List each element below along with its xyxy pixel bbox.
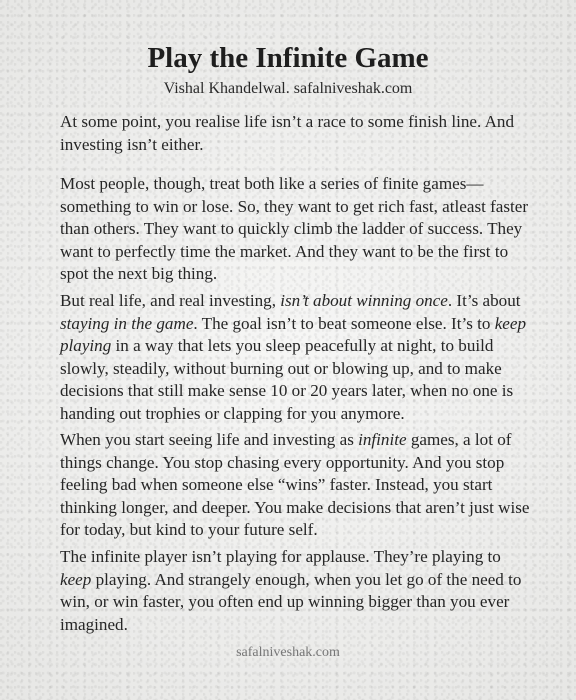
emphasis-text: keep playing: [60, 313, 527, 355]
page-title: Play the Infinite Game: [147, 42, 429, 74]
paragraph-4: [60, 429, 530, 542]
emphasis-text: isn’t about winning once: [280, 291, 448, 310]
paragraph-text: Most people, though, treat both like a series of finite games—something to win or lose. So, they want to get rich fast, atleast faster than others. They want to quickly climb the ladder of success. They want to perfectly time the market. And they want to be the first to spot the next big thing.: [60, 174, 529, 283]
paragraph-3: [60, 290, 530, 425]
paragraph-text: games, a lot of things change. You stop chasing every opportunity. And you stop feeling bad when someone else “wins” faster. Instead, you start thinking longer, and deeper. You make decisions that aren’t just wise for today, but kind to your future self.: [60, 430, 530, 539]
footer-url: safalniveshak.com: [236, 645, 340, 660]
paragraph-text: . The goal isn’t to beat someone else. It’s to: [193, 313, 495, 333]
paragraph-5: [60, 546, 530, 636]
author-byline: Vishal Khandelwal. safalniveshak.com: [163, 80, 413, 97]
emphasis-text: staying in the game: [60, 313, 194, 333]
paragraph-text: . It’s about: [447, 291, 521, 310]
paragraph-text: in a way that lets you sleep peacefully at night, to build slowly, steadily, without burning out or blowing up, and to make decisions that still make sense 10 or 20 years later, when no one is handing out trophies or clapping for you anymore.: [60, 336, 514, 423]
paragraph-text: playing. And strangely enough, when you let go of the need to win, or win faster, you often end up winning bigger than you ever imagined.: [60, 569, 522, 634]
paragraph-text: But real life, and real investing,: [60, 291, 281, 310]
paragraph-text: The infinite player isn’t playing for applause. They’re playing to: [60, 547, 501, 566]
paragraph-text: At some point, you realise life isn’t a race to some finish line. And investing isn’t either.: [60, 112, 515, 154]
emphasis-text: keep: [60, 569, 92, 589]
paragraph-1: [60, 111, 530, 156]
paragraph-2: [60, 173, 530, 286]
emphasis-text: infinite: [358, 430, 407, 449]
paragraph-text: When you start seeing life and investing as: [60, 430, 359, 449]
